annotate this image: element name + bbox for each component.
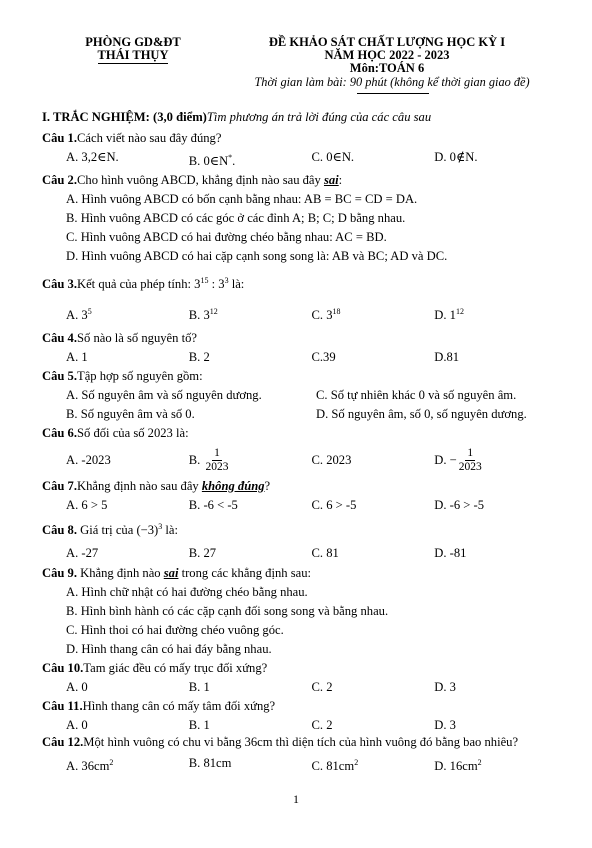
options-3	[42, 299, 557, 328]
question-end: :	[338, 173, 343, 188]
question-text: Số đối của số 2023 là:	[77, 425, 189, 440]
option-c: C. 6 > -5	[311, 497, 357, 512]
option-d	[434, 443, 557, 477]
question-9	[42, 564, 557, 583]
question-text: Khẳng định nào	[77, 565, 164, 580]
option-b: B. 1	[188, 679, 210, 694]
question-text: Khẳng định nào sau đây	[77, 478, 202, 493]
question-label: Câu 4.	[42, 330, 77, 345]
option-a: A. Số nguyên âm và số nguyên dương.	[66, 387, 262, 402]
option-b-text: B.	[188, 452, 201, 467]
option-b: B. Hình vuông ABCD có các góc ở các đỉnh A; B; C; D bằng nhau.	[66, 211, 406, 226]
question-emphasis: sai	[163, 565, 179, 580]
option-a-text: A. 3	[66, 308, 88, 323]
options-5-row1	[42, 386, 557, 405]
option-d: D. -81	[434, 545, 467, 560]
question-4	[42, 329, 557, 348]
question-label: Câu 9.	[42, 565, 77, 580]
option-b-sup: *	[228, 153, 233, 162]
header-divider	[357, 93, 429, 94]
question-emphasis: sai	[323, 173, 339, 188]
question-end: là:	[162, 522, 178, 537]
fraction	[459, 447, 482, 474]
school-year: NĂM HỌC 2022 - 2023	[324, 48, 450, 62]
option-b: B. -6 < -5	[188, 497, 238, 512]
option-a: A. 0	[66, 679, 88, 694]
option-a-text: A. 36cm	[66, 758, 110, 773]
expr-exponent: 3	[224, 276, 229, 286]
option-c	[312, 299, 435, 328]
time-limit: Thời gian làm bài: 90 phút (không kể thời gian giao đề)	[254, 75, 530, 89]
question-12	[42, 735, 557, 750]
question-text: Cho hình vuông ABCD, khẳng định nào sau đây	[77, 173, 324, 188]
options-8	[42, 542, 557, 564]
district-name: THÁI THỤY	[97, 48, 169, 62]
question-text: Hình thang cân có mấy tâm đối xứng?	[82, 698, 276, 713]
option-c: C. 0∈N.	[311, 150, 355, 164]
option-d-text: D. −	[434, 452, 457, 467]
option-d	[434, 750, 557, 779]
question-label: Câu 10.	[42, 660, 84, 675]
question-text: Một hình vuông có chu vi bằng 36cm thì diện tích của hình vuông đó bằng bao nhiêu?	[83, 734, 519, 749]
question-text: Tam giác đều có mấy trục đối xứng?	[83, 660, 268, 675]
expr-base: 3	[194, 277, 201, 292]
header-left	[58, 36, 208, 64]
option-b-text: B. 0∈N	[188, 154, 229, 169]
options-6	[42, 443, 557, 477]
question-end: là:	[228, 277, 245, 292]
expression-exponent: 3	[158, 521, 163, 531]
option-c: C. 81	[311, 545, 339, 560]
expr-exponent: 15	[200, 276, 209, 286]
option-c-sup: 2	[354, 757, 359, 767]
question-label: Câu 7.	[42, 478, 77, 493]
option-a: A. 3,2∈N.	[66, 150, 119, 164]
fraction-numerator: 1	[214, 447, 220, 460]
option-a: A. 6 > 5	[66, 497, 108, 512]
option-d: D. 0∉N.	[434, 150, 478, 164]
options-11	[42, 716, 557, 735]
options-7	[42, 496, 557, 515]
option-c	[312, 750, 435, 779]
option-b: B. 27	[188, 545, 217, 560]
question-label: Câu 11.	[42, 698, 83, 713]
option-c-text: C. 81cm	[311, 758, 355, 773]
option-c: C. Số tự nhiên khác 0 và số nguyên âm.	[316, 387, 517, 402]
question-label: Câu 5.	[42, 368, 77, 383]
question-label: Câu 6.	[42, 425, 77, 440]
question-text: Tập hợp số nguyên gồm:	[77, 368, 203, 383]
question-3	[42, 266, 557, 299]
option-b: B. 1	[188, 717, 210, 732]
option-b-text: B. 3	[188, 308, 210, 323]
subject: Môn:TOÁN 6	[349, 61, 425, 75]
option-b	[189, 299, 312, 328]
option-d-sup: 12	[455, 307, 464, 317]
option-c-text: C. 3	[311, 308, 333, 323]
question-10	[42, 659, 557, 678]
option-a	[66, 750, 189, 779]
option-c-sup: 18	[332, 307, 341, 317]
question-1	[42, 129, 557, 148]
option-d: D. 3	[434, 679, 456, 694]
option-a: A. Hình vuông ABCD có bốn cạnh bằng nhau: AB = BC = CD = DA.	[66, 192, 418, 207]
fraction-numerator: 1	[467, 447, 474, 460]
option-b-sup: 12	[209, 307, 218, 317]
question-emphasis: không đúng	[201, 478, 265, 493]
option-d-text: D. 1	[434, 308, 456, 323]
option-a-sup: 5	[87, 307, 92, 317]
option-c: C.39	[311, 349, 336, 364]
option-a	[66, 299, 189, 328]
option-d: D. Hình thang cân có hai đáy bằng nhau.	[66, 641, 272, 656]
section-instruction: Tìm phương án trả lời đúng của các câu sau	[206, 110, 432, 124]
option-a: A. 1	[66, 349, 88, 364]
section-title: I. TRẮC NGHIỆM: (3,0 điểm)	[42, 110, 207, 124]
fraction-denominator: 2023	[205, 461, 229, 474]
question-text: Số nào là số nguyên tố?	[77, 330, 197, 345]
question-end: trong các khẳng định sau:	[178, 565, 312, 580]
option-a: A. 0	[66, 717, 88, 732]
option-b: B. Hình bình hành có các cặp cạnh đối song song và bằng nhau.	[66, 603, 389, 618]
option-d	[434, 299, 557, 328]
question-6	[42, 424, 557, 443]
options-10	[42, 678, 557, 697]
fraction	[205, 447, 228, 474]
options-12	[42, 750, 557, 779]
option-a: A. -27	[66, 545, 99, 560]
exam-title: ĐỀ KHẢO SÁT CHẤT LƯỢNG HỌC KỲ I	[268, 35, 506, 49]
question-5	[42, 367, 557, 386]
option-d-text: D. 16cm	[434, 758, 478, 773]
options-5-row2	[42, 405, 557, 424]
question-text: Cách viết nào sau đây đúng?	[77, 131, 222, 145]
fraction-denominator: 2023	[458, 461, 482, 474]
option-b: B. 81cm	[188, 755, 232, 770]
option-a: A. Hình chữ nhật có hai đường chéo bằng nhau.	[66, 584, 308, 599]
header-right	[222, 36, 552, 75]
option-b: B. 2	[188, 349, 210, 364]
question-label: Câu 12.	[42, 734, 84, 749]
option-d: D.81	[434, 349, 460, 364]
option-d: D. -6 > -5	[434, 497, 485, 512]
option-a-sup: 2	[109, 757, 114, 767]
option-d: D. Hình vuông ABCD có hai cặp cạnh song song là: AB và BC; AD và DC.	[66, 249, 448, 264]
options-1	[42, 148, 557, 171]
option-d-sup: 2	[477, 757, 482, 767]
question-end: ?	[264, 478, 271, 493]
question-label: Câu 8.	[42, 522, 77, 537]
question-label: Câu 2.	[42, 173, 77, 188]
options-4	[42, 348, 557, 367]
option-b: B. Số nguyên âm và số 0.	[66, 406, 195, 421]
question-label: Câu 3.	[42, 277, 77, 292]
expression: (−3)	[136, 522, 159, 537]
department-name: PHÒNG GD&ĐT	[85, 35, 181, 49]
question-label: Câu 1.	[42, 131, 77, 145]
option-c: C. 2	[311, 679, 333, 694]
expr-base: 3	[218, 277, 225, 292]
question-text: Giá trị của	[77, 522, 137, 537]
option-b	[189, 148, 312, 171]
expr-operator: :	[208, 277, 219, 292]
option-c: C. 2	[311, 717, 333, 732]
option-a: A. -2023	[66, 452, 111, 467]
question-2	[42, 171, 557, 190]
exam-content	[42, 110, 557, 779]
page-number: 1	[293, 792, 299, 806]
question-11	[42, 697, 557, 716]
option-c: C. 2023	[311, 452, 352, 467]
option-c: C. Hình thoi có hai đường chéo vuông góc.	[66, 622, 284, 637]
question-text: Kết quả của phép tính:	[77, 277, 195, 292]
option-d: D. Số nguyên âm, số 0, số nguyên dương.	[316, 406, 527, 421]
option-d: D. 3	[434, 717, 456, 732]
section-heading	[42, 110, 557, 125]
question-8	[42, 515, 557, 542]
question-7	[42, 477, 557, 496]
option-c: C. Hình vuông ABCD có hai đường chéo bằng nhau: AC = BD.	[66, 230, 387, 245]
option-b-end: .	[232, 154, 236, 169]
option-b	[189, 443, 312, 477]
